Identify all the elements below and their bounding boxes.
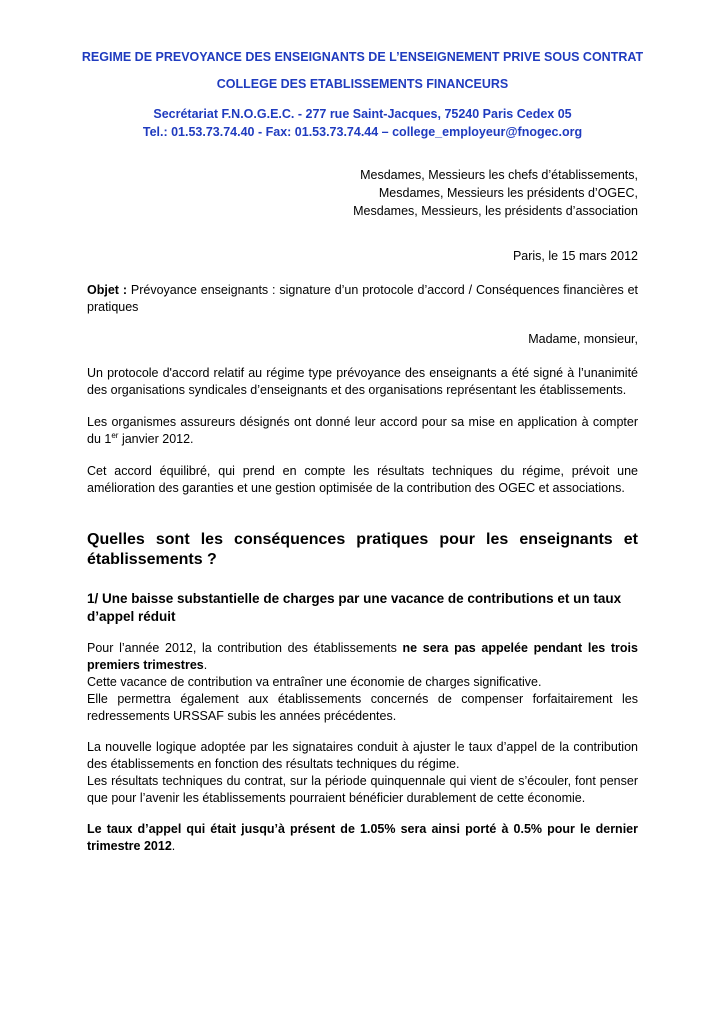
rate-period: .: [171, 839, 176, 853]
paragraph-insurers-text: Les organismes assureurs désignés ont donné leur accord pour sa mise en application à compter du 1: [87, 415, 638, 446]
paragraph-protocol: Un protocole d'accord relatif au régime type prévoyance des enseignants a été signé à l’unanimité des organisations syndicales d’enseignants et des organisations représentant les établissements.: [87, 366, 638, 397]
rate-emphasis: Le taux d’appel qui était jusqu’à présent de 1.05% sera ainsi porté à 0.5% pour le dernier trimestre 2012: [87, 822, 638, 853]
contribution-text: Pour l’année 2012, la contribution des établissements: [87, 641, 403, 655]
contribution-period: .: [203, 658, 208, 672]
paragraph-insurers: [87, 414, 638, 448]
contribution-emphasis: ne sera pas appelée pendant les trois premiers trimestres: [87, 641, 638, 672]
subject-line: [87, 282, 638, 316]
paragraph-agreement: Cet accord équilibré, qui prend en compte les résultats techniques du régime, prévoit une amélioration des garanties et une gestion optimisée de la contribution des OGEC et associations.: [87, 464, 638, 495]
letterhead: [0, 49, 725, 141]
subsection-heading: 1/ Une baisse substantielle de charges par une vacance de contributions et un taux d’appel réduit: [87, 591, 622, 624]
paragraph-insurers-date: janvier 2012.: [118, 432, 194, 446]
header-address: Secrétariat F.N.O.G.E.C. - 277 rue Saint-Jacques, 75240 Paris Cedex 05: [153, 107, 572, 121]
header-contact: Tel.: 01.53.73.74.40 - Fax: 01.53.73.74.44 – college_employeur@fnogec.org: [142, 125, 583, 139]
addressee-line: Mesdames, Messieurs les présidents d’OGEC,: [378, 186, 638, 200]
subject-text: Prévoyance enseignants : signature d’un protocole d’accord / Conséquences financières et pratiques: [87, 283, 639, 314]
technical-results-line: Les résultats techniques du contrat, sur la période quinquennale qui vient de s’écouler, font penser que pour l’avenir les établissements pourraient bénéficier durablement de cette économie.: [87, 774, 638, 805]
letter-date: Paris, le 15 mars 2012: [512, 249, 638, 263]
urssaf-line: Elle permettra également aux établissements concernés de compenser forfaitairement les redressements URSSAF subis les années précédentes.: [87, 692, 638, 723]
subject-label: Objet :: [87, 283, 127, 297]
addressee-line: Mesdames, Messieurs les chefs d’établissements,: [360, 168, 638, 182]
section-heading: Quelles sont les conséquences pratiques pour les enseignants et établissements ?: [87, 531, 638, 568]
ordinal-superscript: er: [111, 430, 119, 440]
addressee-block: [353, 166, 638, 220]
paragraph-rate: [87, 821, 638, 855]
vacancy-line: Cette vacance de contribution va entraîner une économie de charges significative.: [87, 675, 542, 689]
header-college-title: COLLEGE DES ETABLISSEMENTS FINANCEURS: [216, 77, 509, 91]
header-regime-title: REGIME DE PREVOYANCE DES ENSEIGNANTS DE L’ENSEIGNEMENT PRIVE SOUS CONTRAT: [81, 50, 644, 64]
salutation: Madame, monsieur,: [528, 332, 638, 346]
contribution-line: [87, 640, 638, 674]
paragraph-new-logic: [87, 739, 638, 807]
paragraph-contribution: [87, 640, 638, 725]
addressee-line: Mesdames, Messieurs, les présidents d’association: [353, 204, 638, 218]
new-logic-line: La nouvelle logique adoptée par les signataires conduit à ajuster le taux d’appel de la contribution des établissements en fonction des résultats techniques du régime.: [87, 740, 638, 771]
